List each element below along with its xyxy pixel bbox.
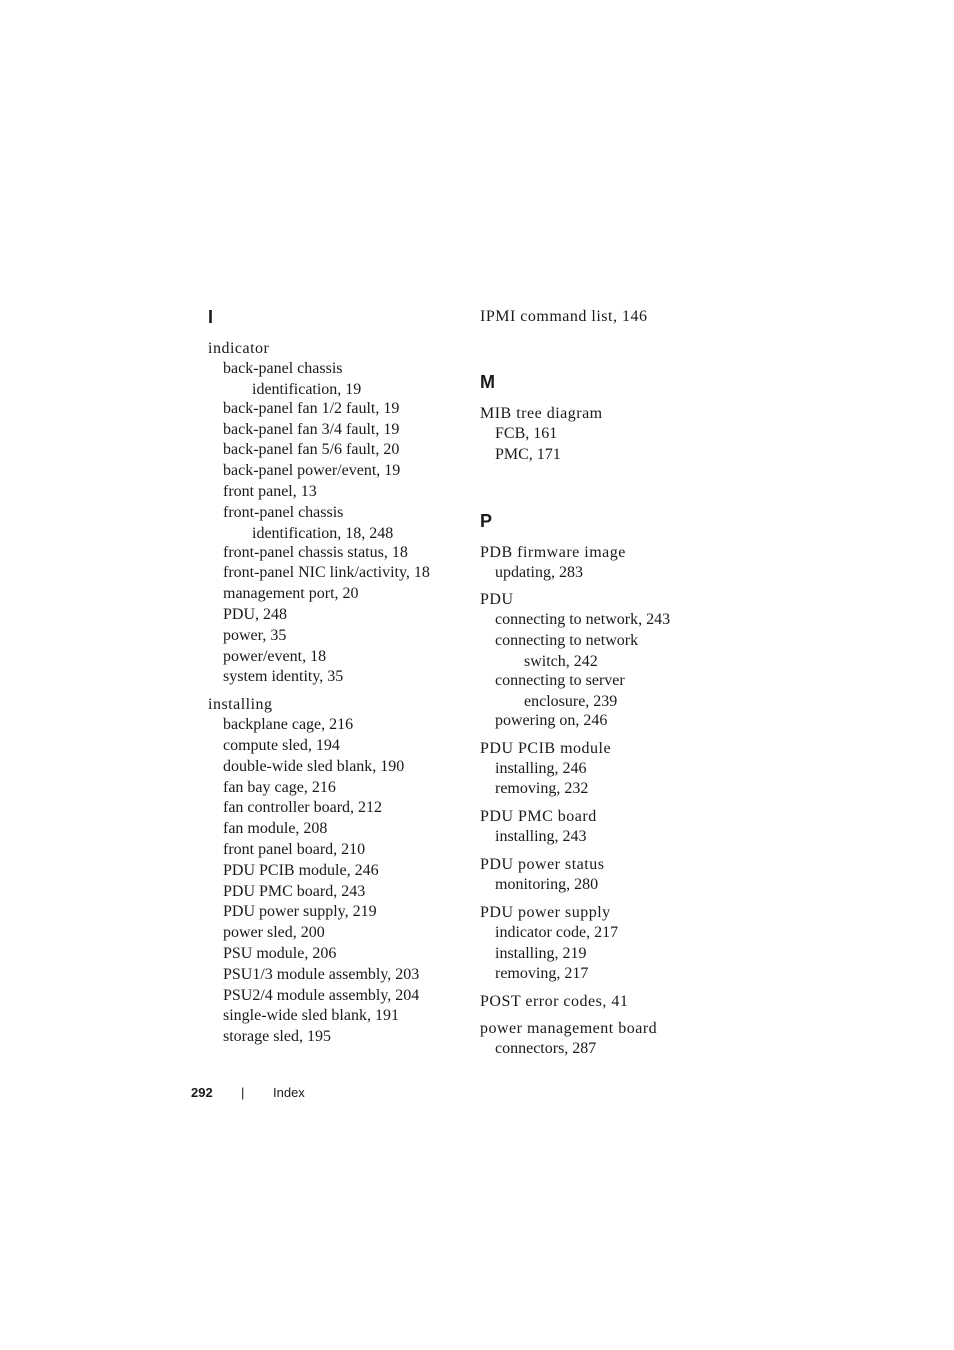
index-term-pdu-pcib: PDU PCIB module [480,739,612,757]
index-term-pdb: PDB firmware image [480,543,626,561]
index-subterm: back-panel fan 3/4 fault, 19 [223,420,400,438]
index-subterm: removing, 217 [495,965,589,983]
index-subterm: PDU, 248 [223,605,288,623]
index-subterm: monitoring, 280 [495,875,599,893]
index-term-power-management-board: power management board [480,1020,658,1038]
section-letter-i: I [208,307,214,327]
subterm-list-power-management-board [480,1039,720,1060]
index-subterm: installing, 219 [495,944,587,962]
index-subterm: back-panel power/event, 19 [223,462,401,480]
index-subterm: front-panel chassis status, 18 [223,543,408,561]
index-subterm: single-wide sled blank, 191 [223,1007,399,1025]
index-subterm [208,359,458,399]
index-subterm: removing, 232 [495,780,589,798]
index-subterm-line: front-panel chassis [223,503,344,521]
index-subterm-line: connecting to network [495,632,639,650]
index-subterm: power, 35 [223,626,287,644]
index-subterm: double-wide sled blank, 190 [223,757,405,775]
section-letter-p: P [480,510,493,531]
subterm-list-pdu-pcib [480,759,720,801]
index-subterm: connecting to network, 243 [495,611,671,629]
index-subterm: installing, 243 [495,828,587,846]
index-subterm: PDU PMC board, 243 [223,882,366,900]
index-subterm: power/event, 18 [223,647,327,665]
index-subterm: fan bay cage, 216 [223,778,336,796]
subterm-list-installing [208,715,458,1048]
index-subterm: PSU1/3 module assembly, 203 [223,965,420,983]
index-subterm: PSU module, 206 [223,944,337,962]
index-subterm: indicator code, 217 [495,923,619,941]
index-subterm: backplane cage, 216 [223,716,354,734]
index-subterm: management port, 20 [223,585,359,603]
index-subterm: PDU power supply, 219 [223,903,377,921]
index-term-pdu-power-supply: PDU power supply [480,903,611,921]
index-subterm: front-panel NIC link/activity, 18 [223,564,430,582]
subterm-list-pdu [480,610,720,731]
index-subterm: system identity, 35 [223,668,344,686]
index-subterm: front panel, 13 [223,482,317,500]
index-subterm-continuation: identification, 18, 248 [252,524,394,542]
index-term-installing: installing [208,696,273,714]
subterm-list-indicator [208,359,458,688]
index-subterm: PMC, 171 [495,445,561,463]
index-subterm: power sled, 200 [223,924,325,942]
index-subterm-continuation: switch, 242 [524,652,598,670]
index-term-mib: MIB tree diagram [480,405,603,422]
footer-separator: | [241,1085,245,1100]
index-subterm: FCB, 161 [495,425,558,442]
index-subterm: PSU2/4 module assembly, 204 [223,986,420,1004]
index-subterm: front panel board, 210 [223,840,366,858]
index-subterm [208,503,458,543]
index-subterm: updating, 283 [495,563,583,581]
subterm-list-pdu-power-status [480,875,720,896]
index-term-pdu: PDU [480,591,514,609]
index-term-pdu-power-status: PDU power status [480,855,605,873]
index-subterm-line: back-panel chassis [223,360,343,377]
index-subterm-continuation: enclosure, 239 [524,692,618,710]
index-subterm: storage sled, 195 [223,1028,331,1046]
index-subterm-line: connecting to server [495,671,625,689]
index-term-ipmi: IPMI command list, 146 [480,308,648,325]
index-column-right [480,305,720,1060]
index-term-indicator: indicator [208,340,270,357]
index-subterm: connectors, 287 [495,1040,597,1058]
index-subterm: fan module, 208 [223,820,328,838]
index-subterm [480,671,720,711]
section-letter-m: M [480,372,495,392]
index-term-post: POST error codes, 41 [480,993,629,1011]
subterm-list-pdu-pmc [480,827,720,848]
index-subterm: compute sled, 194 [223,736,340,754]
page-number: 292 [191,1085,213,1100]
subterm-list-pdu-power-supply [480,923,720,985]
index-subterm: back-panel fan 1/2 fault, 19 [223,399,400,417]
index-subterm: fan controller board, 212 [223,799,383,817]
subterm-list-pdb [480,563,720,584]
subterm-list-mib [480,424,720,466]
index-subterm: PDU PCIB module, 246 [223,861,379,879]
index-subterm: powering on, 246 [495,711,608,729]
index-term-pdu-pmc: PDU PMC board [480,808,597,826]
index-subterm: back-panel fan 5/6 fault, 20 [223,441,400,459]
index-subterm [480,631,720,671]
footer-title: Index [273,1085,305,1100]
index-subterm: installing, 246 [495,759,587,777]
index-subterm-continuation: identification, 19 [252,380,362,398]
index-column-left [208,305,458,1048]
